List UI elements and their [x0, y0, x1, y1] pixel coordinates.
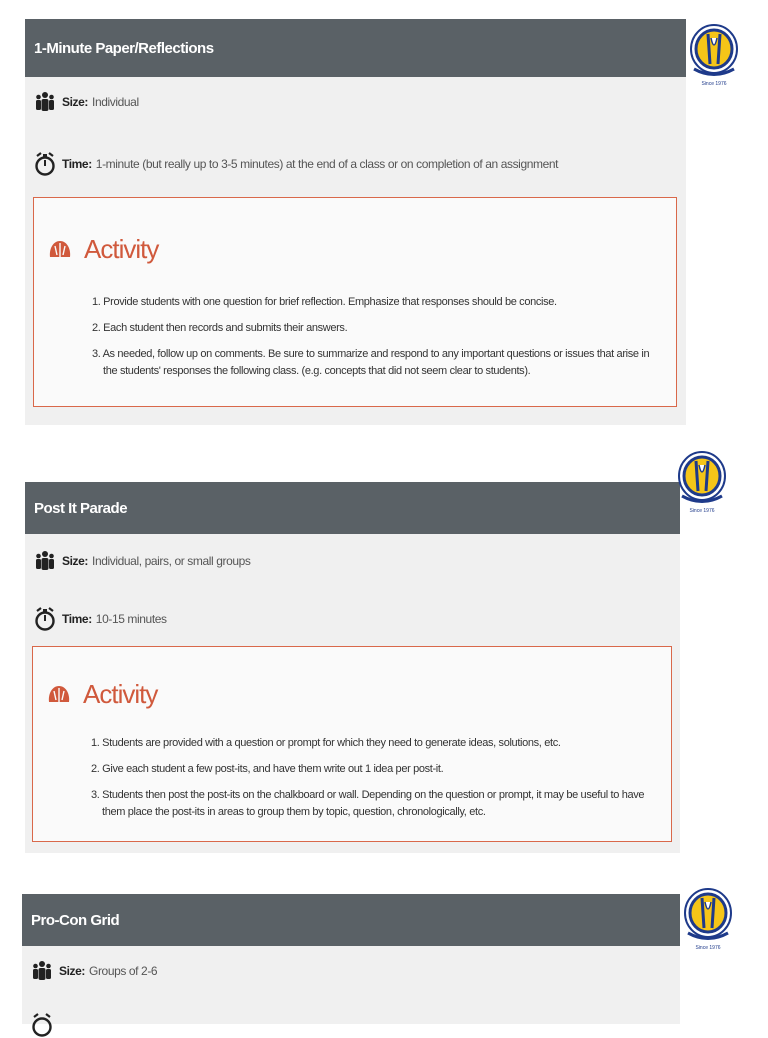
list-item: 2. Give each student a few post-its, and have them write out 1 idea per post-it. — [91, 761, 651, 778]
size-row — [31, 958, 157, 984]
time-row — [34, 606, 167, 632]
activity-card-2 — [25, 482, 680, 853]
steps-list — [92, 294, 656, 389]
school-crest-logo — [689, 22, 739, 93]
school-crest-logo — [677, 449, 727, 520]
size-label: Size: — [62, 95, 88, 109]
brain-icon — [45, 681, 73, 709]
logo-caption: Since 1976 — [695, 945, 720, 951]
activity-heading — [45, 679, 157, 710]
card-title: Pro-Con Grid — [22, 894, 680, 946]
size-value: Individual — [92, 95, 139, 109]
list-item: 3. Students then post the post-its on the chalkboard or wall. Depending on the question or prompt, it may be useful to have them place the post-its in areas to group them by topic, question, chronologically, etc. — [91, 787, 651, 821]
school-crest-icon — [677, 449, 727, 515]
activity-box — [33, 197, 677, 407]
school-crest-icon — [683, 886, 733, 952]
school-crest-logo — [683, 886, 733, 957]
list-item: 1. Students are provided with a question or prompt for which they need to generate ideas, solutions, etc. — [91, 735, 651, 752]
stopwatch-icon — [34, 151, 56, 177]
size-row — [34, 89, 139, 115]
list-item: 1. Provide students with one question for brief reflection. Emphasize that responses should be concise. — [92, 294, 656, 311]
card-title: Post It Parade — [25, 482, 680, 534]
size-label: Size: — [59, 964, 85, 978]
time-value: 10-15 minutes — [96, 612, 167, 626]
activity-title: Activity — [84, 234, 158, 265]
size-value: Groups of 2-6 — [89, 964, 157, 978]
steps-list — [91, 735, 651, 830]
card-title: 1-Minute Paper/Reflections — [25, 19, 686, 77]
brain-icon — [46, 236, 74, 264]
list-item: 3. As needed, follow up on comments. Be sure to summarize and respond to any important questions or issues that arise in the students' responses the following class. (e.g. concepts that did not seem clear to students). — [92, 346, 656, 380]
group-icon — [34, 548, 56, 574]
time-row — [34, 151, 558, 177]
stopwatch-icon — [34, 606, 56, 632]
size-label: Size: — [62, 554, 88, 568]
size-row — [34, 548, 251, 574]
activity-card-3 — [22, 894, 680, 1024]
time-row-partial — [31, 1012, 59, 1038]
stopwatch-icon — [31, 1012, 53, 1038]
logo-caption: Since 1976 — [689, 508, 714, 514]
time-label: Time: — [62, 157, 92, 171]
school-crest-icon — [689, 22, 739, 88]
activity-card-1 — [25, 19, 686, 425]
activity-heading — [46, 234, 158, 265]
logo-caption: Since 1976 — [701, 81, 726, 87]
activity-box — [32, 646, 672, 842]
time-label: Time: — [62, 612, 92, 626]
list-item: 2. Each student then records and submits their answers. — [92, 320, 656, 337]
activity-title: Activity — [83, 679, 157, 710]
group-icon — [34, 89, 56, 115]
group-icon — [31, 958, 53, 984]
size-value: Individual, pairs, or small groups — [92, 554, 250, 568]
time-value: 1-minute (but really up to 3-5 minutes) at the end of a class or on completion of an assignment — [96, 157, 558, 171]
